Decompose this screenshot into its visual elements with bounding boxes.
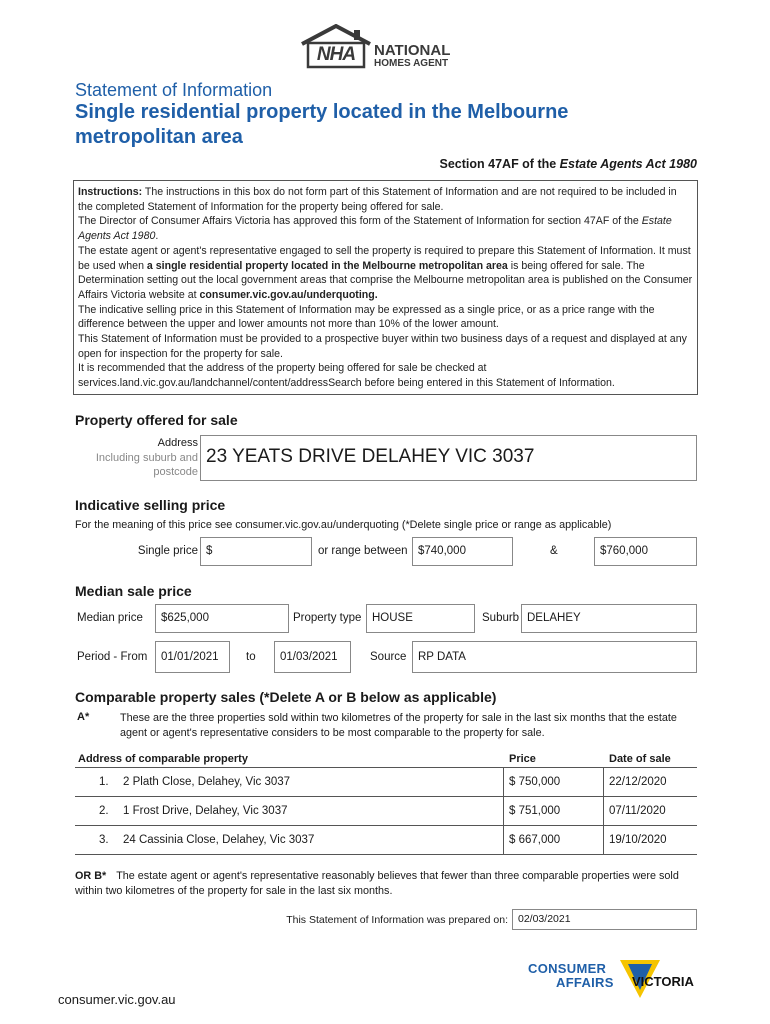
instructions-p5: This Statement of Information must be provided to a prospective buyer within two business days of a request and displayed at any open for inspection for the property for sale.: [78, 333, 687, 360]
address-value: 23 YEATS DRIVE DELAHEY VIC 3037: [206, 446, 535, 467]
option-a-label: A*: [77, 711, 90, 723]
instructions-label: Instructions:: [78, 186, 143, 198]
title-line2: metropolitan area: [75, 126, 243, 148]
comparable-heading: Comparable property sales (*Delete A or B below as applicable): [75, 689, 497, 705]
table-row-rule-3: [75, 854, 697, 855]
prepared-label: This Statement of Information was prepared on:: [286, 914, 508, 926]
period-to-value: 01/03/2021: [280, 651, 338, 663]
row-date: 22/12/2020: [609, 776, 667, 788]
period-label: Period - From: [77, 651, 148, 663]
option-a-text: These are the three properties sold within two kilometres of the property for sale in the last six months that the estate agent or agent's representative considers to be most comparable to the property for sale.: [120, 712, 677, 739]
underquoting-link[interactable]: consumer.vic.gov.au/underquoting.: [199, 288, 378, 301]
instructions-p1: Instructions: The instructions in this box do not form part of this Statement of Information and are not required to be included in the completed Statement of Information for the property being offered for sale.: [78, 186, 677, 213]
cav-line2: AFFAIRS: [556, 975, 614, 990]
suburb-label: Suburb: [482, 612, 520, 624]
cav-logo: [528, 958, 703, 1004]
row-price: $ 667,000: [509, 834, 561, 846]
row-address: 1 Frost Drive, Delahey, Vic 3037: [123, 805, 288, 817]
suburb-field[interactable]: [521, 604, 697, 633]
col-header-address: Address of comparable property: [78, 753, 248, 765]
instructions-p4: The indicative selling price in this Statement of Information may be expressed as a single price, or as a price range with the difference between the upper and lower amounts not more than 10% of the lower amount.: [78, 303, 655, 331]
row-address: 24 Cassinia Close, Delahey, Vic 3037: [123, 834, 315, 846]
section-act: Estate Agents Act 1980: [559, 157, 697, 171]
row-address: 2 Plath Close, Delahey, Vic 3037: [123, 776, 291, 788]
source-field[interactable]: [412, 641, 697, 673]
indicative-note: For the meaning of this price see consumer.vic.gov.au/underquoting (*Delete single price or range as applicable): [75, 519, 612, 531]
property-type-label: Property type: [293, 612, 362, 624]
row-number: 2.: [99, 805, 109, 817]
period-to-label: to: [246, 651, 256, 663]
row-price: $ 750,000: [509, 776, 561, 788]
row-number: 3.: [99, 834, 109, 846]
property-type-field[interactable]: [366, 604, 475, 633]
cav-victoria: VICTORIA: [632, 974, 694, 989]
range-label: or range between: [318, 545, 408, 557]
logo-line2: HOMES AGENT: [374, 58, 449, 69]
range-separator: &: [550, 545, 558, 557]
median-price-label: Median price: [77, 612, 143, 624]
range-low-field[interactable]: [412, 537, 513, 566]
period-from-value: 01/01/2021: [161, 651, 219, 663]
subtitle: Statement of Information: [75, 80, 273, 100]
instructions-p3: The estate agent or agent's representative engaged to sell the property is required to prepare this Statement of Information. It must be used when a single residential property located in the Melbourne metropolitan area is being offered for sale. The Determination setting out the local government areas that comprise the Melbourne metropolitan area is published on the Consumer Affairs Victoria website at consumer.vic.gov.au/underquoting.: [78, 244, 693, 301]
section-reference: [440, 157, 697, 171]
single-price-label: Single price: [137, 545, 198, 557]
indicative-heading: Indicative selling price: [75, 497, 226, 513]
title-line1: Single residential property located in the Melbourne: [75, 101, 569, 123]
table-row: [75, 797, 697, 825]
prepared-date-value: 02/03/2021: [518, 913, 571, 925]
range-high-value: $760,000: [600, 545, 648, 557]
median-price-value: $625,000: [161, 612, 209, 624]
median-price-field[interactable]: [155, 604, 289, 633]
range-high-field[interactable]: [594, 537, 697, 566]
address-field[interactable]: [200, 435, 697, 481]
col-header-price: Price: [509, 753, 536, 765]
cav-line1: CONSUMER: [528, 961, 607, 976]
nha-logo: [298, 24, 478, 70]
prepared-date-field[interactable]: [512, 909, 697, 930]
row-date: 19/10/2020: [609, 834, 667, 846]
option-b-label: OR B*: [75, 870, 107, 882]
single-price-field[interactable]: [200, 537, 312, 566]
suburb-value: DELAHEY: [527, 612, 581, 624]
source-value: RP DATA: [418, 651, 466, 663]
row-price: $ 751,000: [509, 805, 561, 817]
logo-line1: NATIONAL: [374, 42, 451, 59]
col-header-date: Date of sale: [609, 753, 671, 765]
address-label: Address Including suburb and postcode: [95, 437, 198, 478]
instructions-box: [73, 180, 698, 395]
table-row: [75, 768, 697, 796]
footer-url[interactable]: consumer.vic.gov.au: [58, 992, 176, 1007]
single-price-value: $: [206, 545, 213, 557]
logo-mark-text: NHA: [316, 44, 356, 65]
median-heading: Median sale price: [75, 583, 192, 599]
range-low-value: $740,000: [418, 545, 466, 557]
row-number: 1.: [99, 776, 109, 788]
section-prefix: Section 47AF of the: [439, 157, 560, 171]
option-b-text: OR B* The estate agent or agent's representative reasonably believes that fewer than three comparable properties were sold within two kilometres of the property for sale in the last six months.: [75, 870, 679, 897]
row-date: 07/11/2020: [609, 805, 666, 817]
comparable-table: [75, 768, 697, 855]
period-from-field[interactable]: [155, 641, 230, 673]
table-row: [75, 826, 697, 854]
property-type-value: HOUSE: [372, 612, 413, 624]
source-label: Source: [370, 651, 407, 663]
instructions-p6: It is recommended that the address of the property being offered for sale be checked at services.land.vic.gov.au/landchannel/content/addressSearch before being entered in this Statement of Information.: [78, 362, 615, 390]
period-to-field[interactable]: [274, 641, 351, 673]
instructions-p2: The Director of Consumer Affairs Victoria has approved this form of the Statement of Information for section 47AF of the Estate Agents Act 1980.: [78, 215, 672, 243]
property-heading: Property offered for sale: [75, 412, 238, 428]
